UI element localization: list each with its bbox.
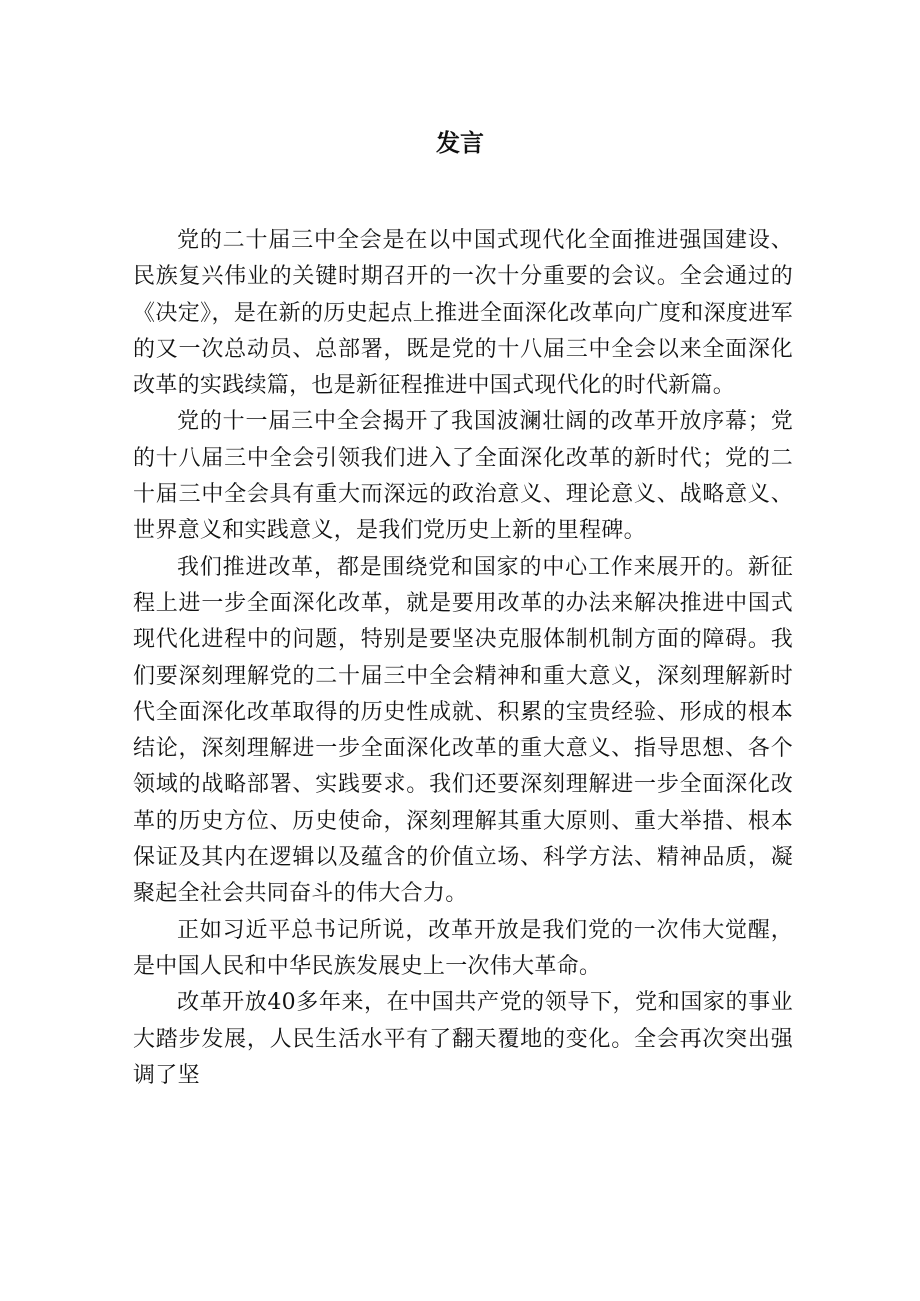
paragraph: 我们推进改革，都是围绕党和国家的中心工作来展开的。新征程上进一步全面深化改革，就是要用改革的办法来解决推进中国式现代化进程中的问题，特别是要坚决克服体制机制方面的障碍。我们要深刻理解党的二十届三中全会精神和重大意义，深刻理解新时代全面深化改革取得的历史性成就、积累的宝贵经验、形成的根本结论，深刻理解进一步全面深化改革的重大意义、指导思想、各个领域的战略部署、实践要求。我们还要深刻理解进一步全面深化改革的历史方位、历史使命，深刻理解其重大原则、重大举措、根本保证及其内在逻辑以及蕴含的价值立场、科学方法、精神品质，凝聚起全社会共同奋斗的伟大合力。 [133, 554, 793, 907]
document-title: 发言 [436, 129, 484, 157]
paragraph: 正如习近平总书记所说，改革开放是我们党的一次伟大觉醒，是中国人民和中华民族发展史上一次伟大革命。 [133, 917, 793, 979]
paragraph: 党的二十届三中全会是在以中国式现代化全面推进强国建设、民族复兴伟业的关键时期召开的一次十分重要的会议。全会通过的《决定》，是在新的历史起点上推进全面深化改革向广度和深度进军的又一次总动员、总部署，既是党的十八届三中全会以来全面深化改革的实践续篇，也是新征程推进中国式现代化的时代新篇。 [133, 228, 793, 399]
paragraph: 党的十一届三中全会揭开了我国波澜壮阔的改革开放序幕；党的十八届三中全会引领我们进入了全面深化改革的新时代；党的二十届三中全会具有重大而深远的政治意义、理论意义、战略意义、世界意义和实践意义，是我们党历史上新的里程碑。 [133, 409, 793, 544]
document-body [133, 223, 793, 1094]
paragraph: 改革开放40多年来，在中国共产党的领导下，党和国家的事业大踏步发展，人民生活水平有了翻天覆地的变化。全会再次突出强调了坚 [133, 990, 793, 1088]
